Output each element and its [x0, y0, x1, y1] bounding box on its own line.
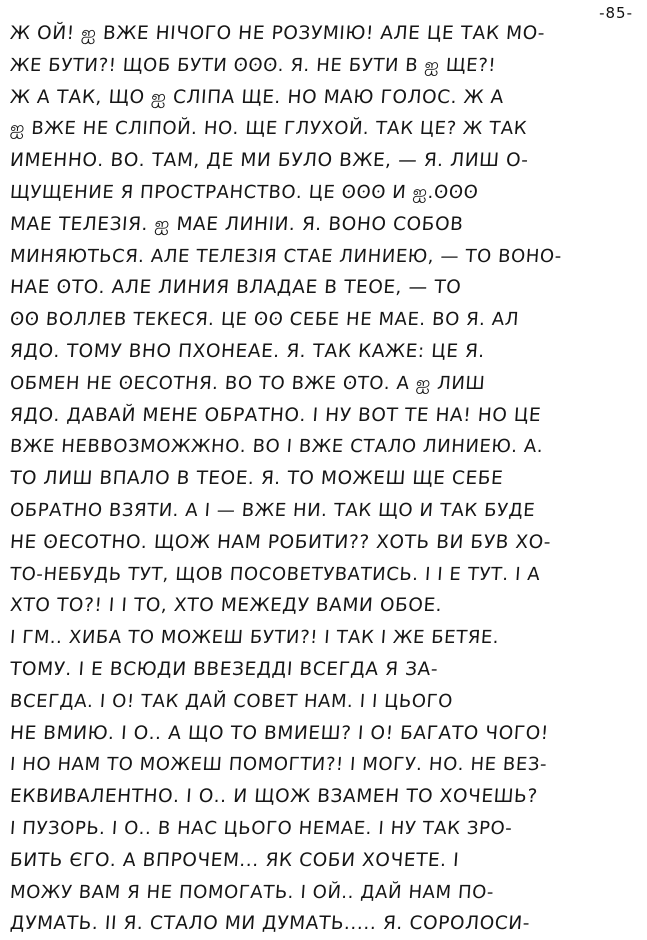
text-line: МАЕ ТЕЛЕЗІЯ. ஐ МАЕ ЛИНІИ. Я. ВОНО СОБОВ [9, 213, 465, 235]
text-line: Ж ОЙ! ஐ ВЖЕ НІЧОГО НЕ РОЗУМІЮ! АЛЕ ЦЕ ТАК МО- [9, 23, 546, 44]
text-line: ОБРАТНО ВЗЯТИ. А І — ВЖЕ НИ. ТАК ЩО И ТАК БУДЕ [9, 499, 536, 521]
text-line: ஐ ВЖЕ НЕ СЛІПОЙ. НО. ЩЕ ГЛУХОЙ. ТАК ЦЕ? Ж ТАК [9, 118, 528, 140]
text-line: БИТЬ ЄГО. А ВПРОЧЕМ... ЯК СОБИ ХОЧЕТЕ. І [9, 849, 460, 871]
text-line: ЖЕ БУТИ?! ЩОБ БУТИ ʘʘʘ. Я. НЕ БУТИ В ஐ ЩЕ?! [9, 54, 497, 76]
text-line: ХТО ТО?! І І ТО, ХТО МЕЖЕДУ ВАМИ ОБОЕ. [9, 595, 443, 617]
text-line: Ж А ТАК, ЩО ஐ СЛІПА ЩЕ. НО МАЮ ГОЛОС. Ж А [9, 86, 505, 108]
page-number: -85- [599, 4, 633, 22]
text-line: І ПУЗОРЬ. І О.. В НАС ЦЬОГО НЕМАЕ. І НУ ТАК ЗРО- [9, 817, 514, 839]
text-line: ВСЕГДА. І О! ТАК ДАЙ СОВЕТ НАМ. І І ЦЬОГО [9, 690, 454, 712]
text-line: ВЖЕ НЕВВОЗМОЖЖНО. ВО І ВЖЕ СТАЛО ЛИНИЕЮ. А. [9, 436, 545, 458]
text-line: ТО ЛИШ ВПАЛО В ТЕОЕ. Я. ТО МОЖЕШ ЩЕ СЕБЕ [9, 468, 505, 490]
text-line: НАЕ ʘТО. АЛЕ ЛИНИЯ ВЛАДАЕ В ТЕОЕ, — ТО [9, 277, 463, 299]
text-line: ТО-НЕБУДЬ ТУТ, ЩОВ ПОСОВЕТУВАТИСЬ. І І Е ТУТ. І А [9, 563, 542, 585]
text-line: НЕ ʘЕСОТНО. ЩОЖ НАМ РОБИТИ?? ХОТЬ ВИ БУВ ХО- [9, 531, 552, 553]
text-line: ТОМУ. І Е ВСЮДИ ВВЕЗЕДДІ ВСЕГДА Я ЗА- [9, 658, 439, 680]
text-line: ʘʘ ВОЛЛЕВ ТЕКЕСЯ. ЦЕ ʘʘ СЕБЕ НЕ МАЕ. ВО Я. АЛ [9, 309, 520, 331]
text-line: І НО НАМ ТО МОЖЕШ ПОМОГТИ?! І МОГУ. НО. НЕ ВЕЗ- [9, 754, 548, 776]
text-line: ДУМАТЬ. ІІ Я. СТАЛО МИ ДУМАТЬ..... Я. СОРОЛОСИ- [9, 913, 531, 935]
text-line: І ГМ.. ХИБА ТО МОЖЕШ БУТИ?! І ТАК І ЖЕ БЕТЯЕ. [9, 627, 500, 649]
text-line: ЯДО. ДАВАЙ МЕНЕ ОБРАТНО. І НУ ВОТ ТЕ НА! НО ЦЕ [9, 404, 542, 426]
text-line: ИМЕННО. ВО. ТАМ, ДЕ МИ БУЛО ВЖЕ, — Я. ЛИШ О- [9, 150, 530, 172]
text-line: МИНЯЮТЬСЯ. АЛЕ ТЕЛЕЗІЯ СТАЕ ЛИНИЕЮ, — ТО ВОНО- [9, 245, 563, 267]
handwritten-text-block [10, 18, 637, 940]
text-line: ЕКВИВАЛЕНТНО. І О.. И ЩОЖ ВЗАМЕН ТО ХОЧЕШЬ? [9, 786, 539, 808]
text-line: ЩУЩЕНИЕ Я ПРОСТРАНСТВО. ЦЕ ʘʘʘ И ஐ.ʘʘʘ [9, 181, 480, 203]
text-line: ЯДО. ТОМУ ВНО ПХОНЕАЕ. Я. ТАК КАЖЕ: ЦЕ Я. [9, 340, 486, 362]
text-line: МОЖУ ВАМ Я НЕ ПОМОГАТЬ. І ОЙ.. ДАЙ НАМ ПО- [9, 881, 495, 903]
text-line: ОБМЕН НЕ ʘЕСОТНЯ. ВО ТО ВЖЕ ʘТО. А ஐ ЛИШ [9, 372, 487, 394]
text-line: НЕ ВМИЮ. І О.. А ЩО ТО ВМИЕШ? І О! БАГАТО ЧОГО! [9, 722, 550, 744]
